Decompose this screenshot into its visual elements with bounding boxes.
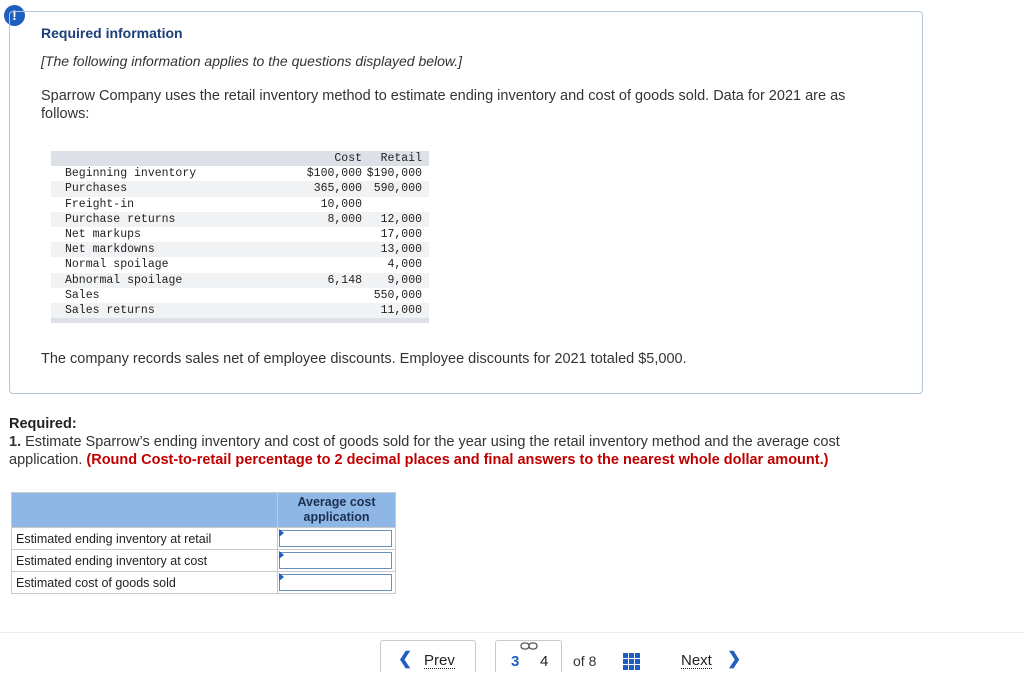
cost-of-goods-sold-input[interactable]: [279, 574, 392, 591]
table-row: [51, 242, 429, 257]
info-title: Required information: [41, 25, 183, 41]
row-label: Sales returns: [51, 303, 270, 321]
row-cost: 8,000: [270, 212, 366, 227]
row-retail: 4,000: [387, 258, 422, 272]
answer-row: [12, 550, 396, 572]
table-row: [51, 303, 429, 321]
row-cost: 10,000: [320, 197, 362, 211]
answer-row-label: Estimated ending inventory at cost: [12, 550, 278, 572]
row-cost: [270, 257, 366, 272]
row-retail: 590,000: [366, 181, 429, 196]
chevron-right-icon[interactable]: ❯: [727, 649, 742, 668]
row-label: Abnormal spoilage: [51, 273, 270, 288]
required-question: Estimate Sparrow’s ending inventory and cost of goods sold for the year using the retail inventory method and the average cost application.: [9, 434, 840, 468]
rounding-instruction: (Round Cost-to-retail percentage to 2 decimal places and final answers to the nearest whole dollar amount.): [86, 452, 829, 468]
row-label: Net markdowns: [51, 242, 270, 257]
answer-column-header: Average cost application: [278, 493, 396, 528]
row-retail: 13,000: [366, 242, 429, 257]
table-row: [51, 166, 429, 181]
next-label[interactable]: Next: [681, 652, 712, 669]
table-row: [51, 197, 429, 212]
flag-icon: [279, 529, 284, 537]
row-retail: 11,000: [366, 303, 429, 321]
flag-icon: [279, 573, 284, 581]
flag-icon: [279, 551, 284, 559]
row-cost: [270, 303, 366, 321]
row-cost: [270, 288, 366, 303]
table-header-row: [51, 151, 429, 166]
table-header-cost: Cost: [270, 151, 366, 166]
row-label: Net markups: [65, 228, 141, 242]
grid-icon[interactable]: [623, 653, 640, 670]
required-text: [9, 433, 909, 469]
answer-header-blank: [12, 493, 278, 528]
alert-icon: !: [4, 5, 25, 26]
answer-input-cell: [278, 572, 396, 594]
required-label: Required:: [9, 416, 77, 432]
row-retail: 550,000: [373, 288, 422, 302]
row-label: Purchase returns: [51, 212, 270, 227]
row-cost: [270, 227, 366, 242]
answer-header-row: [12, 493, 396, 528]
table-header-retail: Retail: [366, 151, 429, 166]
page-total: of 8: [573, 653, 597, 669]
answer-input-cell: [278, 528, 396, 550]
link-icon[interactable]: [520, 641, 538, 651]
info-intro: Sparrow Company uses the retail inventory method to estimate ending inventory and cost of goods sold. Data for 2021 are as follows:: [41, 88, 846, 122]
table-row: [51, 257, 429, 272]
row-label: Sales: [65, 288, 100, 302]
info-note: [The following information applies to the questions displayed below.]: [41, 53, 463, 69]
info-footer: The company records sales net of employee discounts. Employee discounts for 2021 totaled $5,000.: [41, 351, 687, 367]
ending-inventory-retail-input[interactable]: [279, 530, 392, 547]
answer-row-label: Estimated ending inventory at retail: [12, 528, 278, 550]
row-label: Freight-in: [65, 197, 135, 211]
table-header-blank: [51, 151, 270, 166]
row-retail: $190,000: [366, 167, 422, 181]
prev-label[interactable]: Prev: [424, 652, 455, 669]
required-number: 1.: [9, 434, 22, 450]
row-cost: 365,000: [270, 181, 366, 196]
answer-input-cell: [278, 550, 396, 572]
row-cost: [270, 242, 366, 257]
row-label: Purchases: [51, 181, 270, 196]
ending-inventory-cost-input[interactable]: [279, 552, 392, 569]
row-retail: 9,000: [366, 273, 429, 288]
table-row: [51, 181, 429, 196]
answer-row: [12, 572, 396, 594]
current-page-number[interactable]: 3: [511, 653, 520, 670]
answer-row-label: Estimated cost of goods sold: [12, 572, 278, 594]
answer-table: [11, 492, 396, 594]
table-row: [51, 288, 429, 303]
row-cost: $100,000: [306, 167, 362, 181]
row-label: Normal spoilage: [65, 258, 169, 272]
table-row: [51, 273, 429, 288]
row-retail: [366, 197, 429, 212]
table-row: [51, 227, 429, 242]
chevron-left-icon[interactable]: ❮: [398, 649, 413, 668]
answer-row: [12, 528, 396, 550]
row-retail: 12,000: [366, 212, 429, 227]
next-page-number[interactable]: 4: [540, 653, 549, 670]
table-row: [51, 212, 429, 227]
row-cost: 6,148: [270, 273, 366, 288]
inventory-data-table: [51, 151, 429, 323]
row-label: Beginning inventory: [65, 167, 197, 181]
row-retail: 17,000: [380, 228, 422, 242]
